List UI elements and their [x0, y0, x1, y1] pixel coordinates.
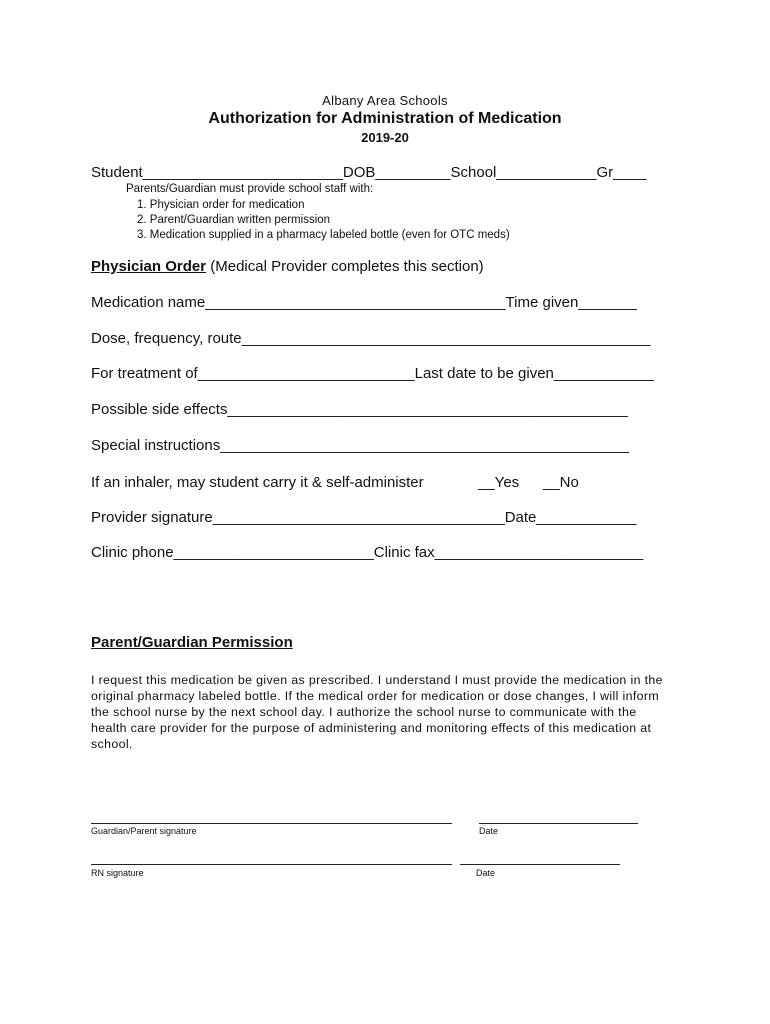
guardian-date-label: Date — [479, 826, 499, 836]
school-year: 2019-20 — [361, 130, 409, 145]
rn-date-line[interactable] — [460, 864, 620, 865]
inhaler-question: If an inhaler, may student carry it & self-administer — [91, 474, 424, 491]
requirements-intro: Parents/Guardian must provide school staff with: — [126, 183, 374, 195]
permission-statement: I request this medication be given as prescribed. I understand I must provide the medication in the original pharmacy labeled bottle. If the medical order for medication or dose changes, I will inform the school nurse by the next school day. I authorize the school nurse to communicate with the health care provider for the purpose of administering and monitoring effects of this medication at school. — [91, 673, 663, 751]
guardian-date-line[interactable] — [479, 823, 638, 824]
physician-order-heading — [91, 258, 484, 275]
medication-name-field[interactable]: Medication name____________________________________Time given_______ — [91, 294, 637, 311]
treatment-last-date-field[interactable]: For treatment of__________________________Last date to be given____________ — [91, 365, 654, 382]
physician-order-title: Physician Order — [91, 258, 207, 275]
rn-signature-line[interactable] — [91, 864, 452, 865]
student-info-line[interactable]: Student________________________DOB_________School____________Gr____ — [91, 164, 647, 181]
clinic-phone-fax-field[interactable]: Clinic phone________________________Clinic fax_________________________ — [91, 544, 644, 561]
guardian-signature-line[interactable] — [91, 823, 452, 824]
school-district-name: Albany Area Schools — [322, 93, 448, 108]
requirement-item: 1. Physician order for medication — [137, 199, 305, 211]
dose-frequency-route-field[interactable]: Dose, frequency, route_________________________________________________ — [91, 330, 651, 347]
parent-permission-heading — [91, 634, 293, 651]
rn-signature-label: RN signature — [91, 868, 144, 878]
inhaler-no-option[interactable]: __No — [543, 474, 579, 491]
inhaler-yes-option[interactable]: __Yes — [478, 474, 520, 491]
parent-permission-title: Parent/Guardian Permission — [91, 634, 293, 651]
provider-signature-field[interactable]: Provider signature___________________________________Date____________ — [91, 509, 637, 526]
requirement-item: 2. Parent/Guardian written permission — [137, 214, 331, 226]
requirement-item: 3. Medication supplied in a pharmacy labeled bottle (even for OTC meds) — [137, 229, 510, 241]
guardian-signature-label: Guardian/Parent signature — [91, 826, 197, 836]
side-effects-field[interactable]: Possible side effects________________________________________________ — [91, 401, 628, 418]
rn-date-label: Date — [476, 868, 496, 878]
requirements-list — [137, 198, 510, 243]
special-instructions-field[interactable]: Special instructions_________________________________________________ — [91, 437, 630, 454]
physician-order-note: (Medical Provider completes this section) — [206, 258, 484, 275]
form-title: Authorization for Administration of Medication — [208, 110, 562, 127]
